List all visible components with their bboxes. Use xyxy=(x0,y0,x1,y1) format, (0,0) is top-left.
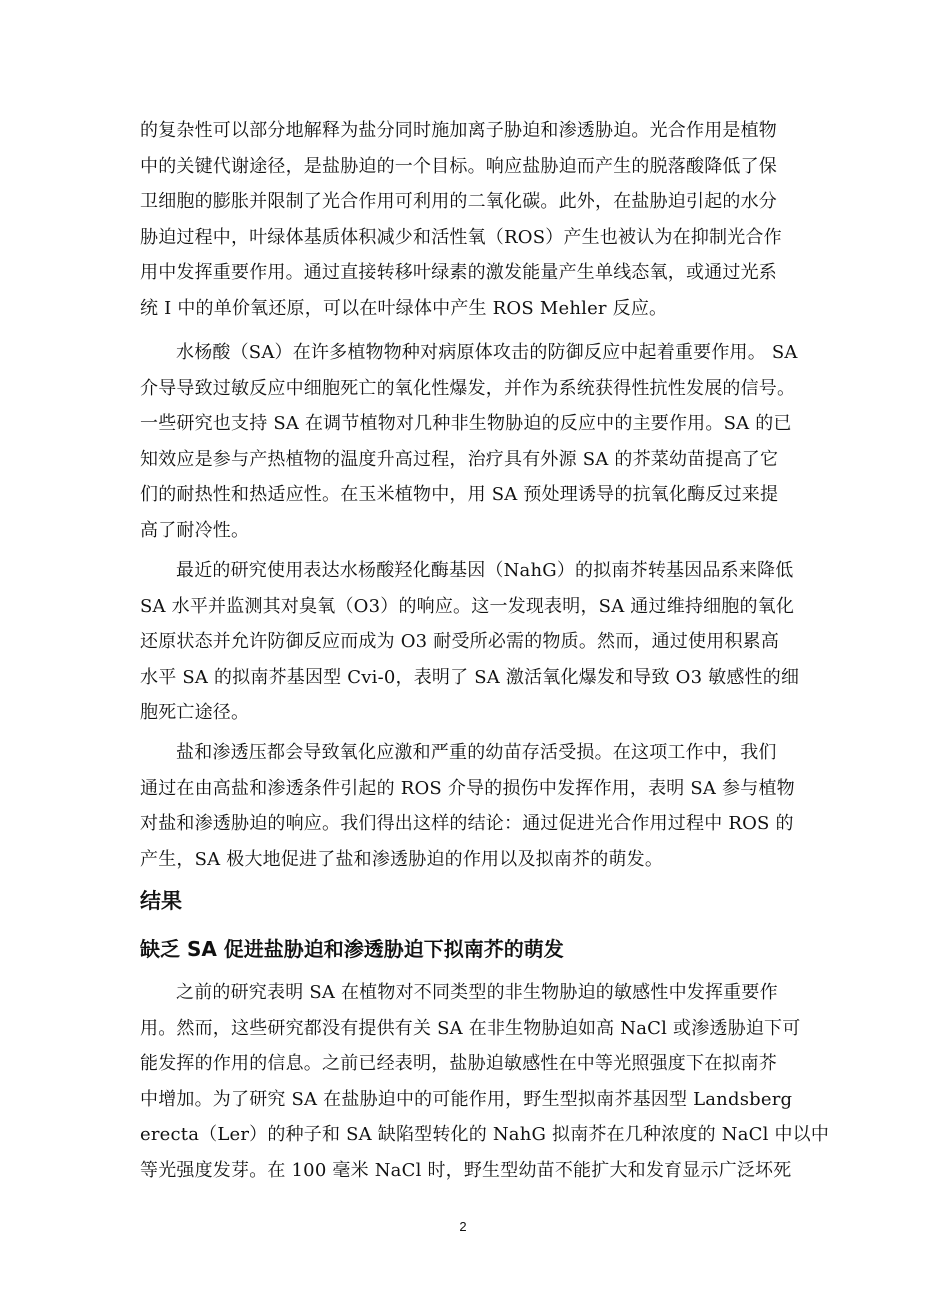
text-line: 最近的研究使用表达水杨酸羟化酶基因（NahG）的拟南芥转基因品系来降低 xyxy=(176,560,794,581)
paragraph-2 xyxy=(140,335,798,548)
text-line: 通过在由高盐和渗透条件引起的 ROS 介导的损伤中发挥作用，表明 SA 参与植物 xyxy=(140,777,795,799)
paragraph-3 xyxy=(140,553,800,731)
page-number: 2 xyxy=(459,1219,467,1234)
subsection-heading: 缺乏 SA 促进盐胁迫和渗透胁迫下拟南芥的萌发 xyxy=(140,937,564,961)
text-line: 等光强度发芽。在 100 毫米 NaCl 时，野生型幼苗不能扩大和发育显示广泛坏死 xyxy=(140,1159,792,1181)
text-line: 高了耐冷性。 xyxy=(140,519,250,541)
text-line: erecta（Ler）的种子和 SA 缺陷型转化的 NahG 拟南芥在几种浓度的 NaCl 中以中 xyxy=(140,1124,830,1145)
text-line: 水平 SA 的拟南芥基因型 Cvi-0，表明了 SA 激活氧化爆发和导致 O3 敏感性的细 xyxy=(140,666,800,688)
text-line: 一些研究也支持 SA 在调节植物对几种非生物胁迫的反应中的主要作用。SA 的已 xyxy=(140,413,792,434)
text-line: 用。然而，这些研究都没有提供有关 SA 在非生物胁迫如高 NaCl 或渗透胁迫下可 xyxy=(140,1017,801,1039)
text-line: 统 I 中的单价氧还原，可以在叶绿体中产生 ROS Mehler 反应。 xyxy=(140,297,668,319)
text-line: 卫细胞的膨胀并限制了光合作用可利用的二氧化碳。此外，在盐胁迫引起的水分 xyxy=(140,191,777,212)
section-heading-results: 结果 xyxy=(140,889,182,913)
text-line: 产生，SA 极大地促进了盐和渗透胁迫的作用以及拟南芥的萌发。 xyxy=(140,848,664,870)
text-line: 水杨酸（SA）在许多植物物种对病原体攻击的防御反应中起着重要作用。 SA xyxy=(176,342,798,363)
text-line: 的复杂性可以部分地解释为盐分同时施加离子胁迫和渗透胁迫。光合作用是植物 xyxy=(140,120,777,141)
text-line: 盐和渗透压都会导致氧化应激和严重的幼苗存活受损。在这项工作中，我们 xyxy=(176,742,777,763)
text-line: 胞死亡途径。 xyxy=(140,702,250,723)
text-line: 介导导致过敏反应中细胞死亡的氧化性爆发，并作为系统获得性抗性发展的信号。 xyxy=(140,377,796,399)
text-line: 知效应是参与产热植物的温度升高过程，治疗具有外源 SA 的芥菜幼苗提高了它 xyxy=(140,448,779,470)
text-line: 们的耐热性和热适应性。在玉米植物中，用 SA 预处理诱导的抗氧化酶反过来提 xyxy=(140,484,779,505)
text-line: 中增加。为了研究 SA 在盐胁迫中的可能作用，野生型拟南芥基因型 Landsberg xyxy=(140,1088,793,1110)
text-line: SA 水平并监测其对臭氧（O3）的响应。这一发现表明，SA 通过维持细胞的氧化 xyxy=(140,595,795,617)
text-line: 胁迫过程中，叶绿体基质体积减少和活性氧（ROS）产生也被认为在抑制光合作 xyxy=(140,226,782,248)
paragraph-4 xyxy=(140,735,795,877)
text-line: 用中发挥重要作用。通过直接转移叶绿素的激发能量产生单线态氧，或通过光系 xyxy=(140,262,777,283)
text-line: 中的关键代谢途径，是盐胁迫的一个目标。响应盐胁迫而产生的脱落酸降低了保 xyxy=(140,155,777,177)
paragraph-1 xyxy=(140,113,790,326)
text-line: 能发挥的作用的信息。之前已经表明，盐胁迫敏感性在中等光照强度下在拟南芥 xyxy=(140,1053,777,1074)
text-line: 对盐和渗透胁迫的响应。我们得出这样的结论：通过促进光合作用过程中 ROS 的 xyxy=(140,813,794,834)
text-line: 还原状态并允许防御反应而成为 O3 耐受所必需的物质。然而，通过使用积累高 xyxy=(140,631,780,652)
text-line: 之前的研究表明 SA 在植物对不同类型的非生物胁迫的敏感性中发挥重要作 xyxy=(176,982,778,1003)
paragraph-5 xyxy=(140,975,830,1188)
